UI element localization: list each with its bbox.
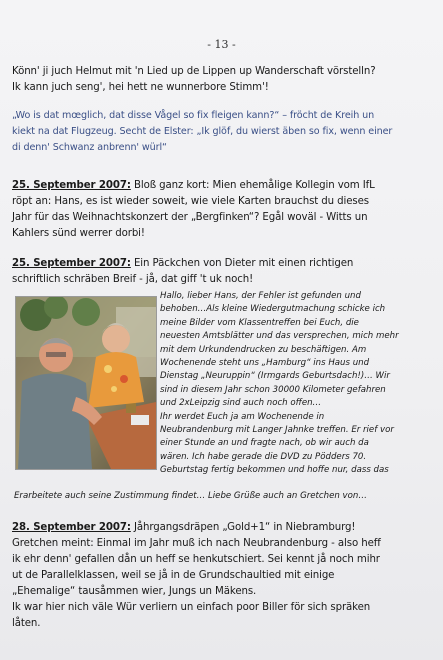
letter-line: neuesten Amtsblätter und das versprechen, mich mehr [160, 331, 399, 342]
entry-text: „Ehemalige“ tausåmmen wier, Jungs un Mäkens. [12, 586, 257, 597]
letter-line: behoben…Als kleine Wiedergutmachung schicke ich [160, 304, 386, 315]
intro-line: Könn' ji juch Helmut mit 'n Lied up de Lippen up Wanderschaft vörstelln? [12, 66, 376, 77]
photo-illustration [16, 297, 156, 469]
entry-text: Jåhrgangsdräpen „Gold+1“ in Niebramburg! [130, 522, 356, 533]
quote-line: di denn' Schwanz anbrenn' würl“ [12, 142, 167, 153]
entry-sept-28 [12, 520, 432, 632]
entry-text: röpt an: Hans, es ist wieder soweit, wie viele Karten brauchst du dieses [12, 196, 370, 207]
letter-line: Hallo, lieber Hans, der Fehler ist gefunden und [160, 291, 361, 301]
entry-text: Bloß ganz kort: Mien ehemålige Kollegin vom IfL [130, 180, 375, 191]
entry-text: låten. [12, 618, 41, 629]
entry-sept-25-a [12, 178, 432, 242]
entry-date: 28. September 2007: [12, 522, 131, 533]
entry-sept-25-b [12, 256, 432, 288]
letter-line: Wochenende steht uns „Hamburg“ ins Haus und [160, 358, 370, 369]
letter-line: meine Bilder vom Klassentreffen bei Euch, die [160, 317, 359, 328]
entry-text: ik ehr denn' gefallen dån un heff se henkutschiert. Sei kennt jå noch mihr [12, 554, 380, 565]
page-number: - 13 - [207, 38, 236, 51]
entry-text: Kahlers sünd werrer dorbi! [12, 228, 145, 239]
entry-date: 25. September 2007: [12, 180, 131, 191]
quote-line: „Wo is dat mœglich, dat disse Vågel so fix fleigen kann?“ – fröcht de Kreih un [12, 110, 375, 121]
entry-text: ut de Parallelklassen, weil se jå in de Grundschaultied mit einige [12, 570, 335, 581]
letter-line: einer Stunde an und fragte nach, ob wir auch da [160, 438, 369, 449]
quote-paragraph [12, 108, 432, 156]
intro-paragraph [12, 64, 432, 96]
entry-text: Ik war hier nich väle Wür verliern un einfach poor Biller för sich spräken [12, 602, 371, 613]
quote-line: kiekt na dat Flugzeug. Secht de Elster: „Ik glöf, du wierst äben so fix, wenn einer [12, 126, 393, 137]
entry-date: 25. September 2007: [12, 258, 131, 269]
entry-text: Jahr für das Weihnachtskonzert der „Bergfinken“? Egål woväl - Witts un [12, 212, 368, 223]
letter-line: und 2xLeipzig sind auch noch offen… [160, 398, 322, 409]
letter-line: wären. Ich habe gerade die DVD zu Pödders 70. [160, 451, 367, 462]
letter-line: Ihr werdet Euch ja am Wochenende in [160, 411, 325, 422]
letter-line: Geburtstag fertig bekommen und hoffe nur, dass das [160, 465, 389, 476]
entry-text: Gretchen meint: Einmal im Jahr muß ich nach Neubrandenburg - also heff [12, 538, 381, 549]
photo-two-people-at-table [15, 296, 157, 470]
letter-line: Erarbeitete auch seine Zustimmung findet… Liebe Grüße auch an Gretchen von… [14, 491, 367, 501]
letter-quote [160, 290, 431, 478]
letter-line: mit dem Urkundendrucken zu beschäftigen. Am [160, 344, 367, 355]
entry-text: schriftlich schräben Breif - jå, dat giff 't uk noch! [12, 274, 254, 285]
intro-line: Ik kann juch seng', hei hett ne wunnerbore Stimm'! [12, 82, 269, 93]
letter-line: Neubrandenburg mit Langer Jahnke treffen. Er rief vor [160, 425, 394, 436]
letter-line: Dienstag „Neuruppin“ (Irmgards Geburtsdach!)… Wir [160, 371, 390, 382]
entry-text: Ein Päckchen von Dieter mit einen richtigen [130, 258, 354, 269]
letter-line: sind in diesem Jahr schon 30000 Kilometer gefahren [160, 384, 386, 395]
letter-closing [14, 490, 434, 503]
